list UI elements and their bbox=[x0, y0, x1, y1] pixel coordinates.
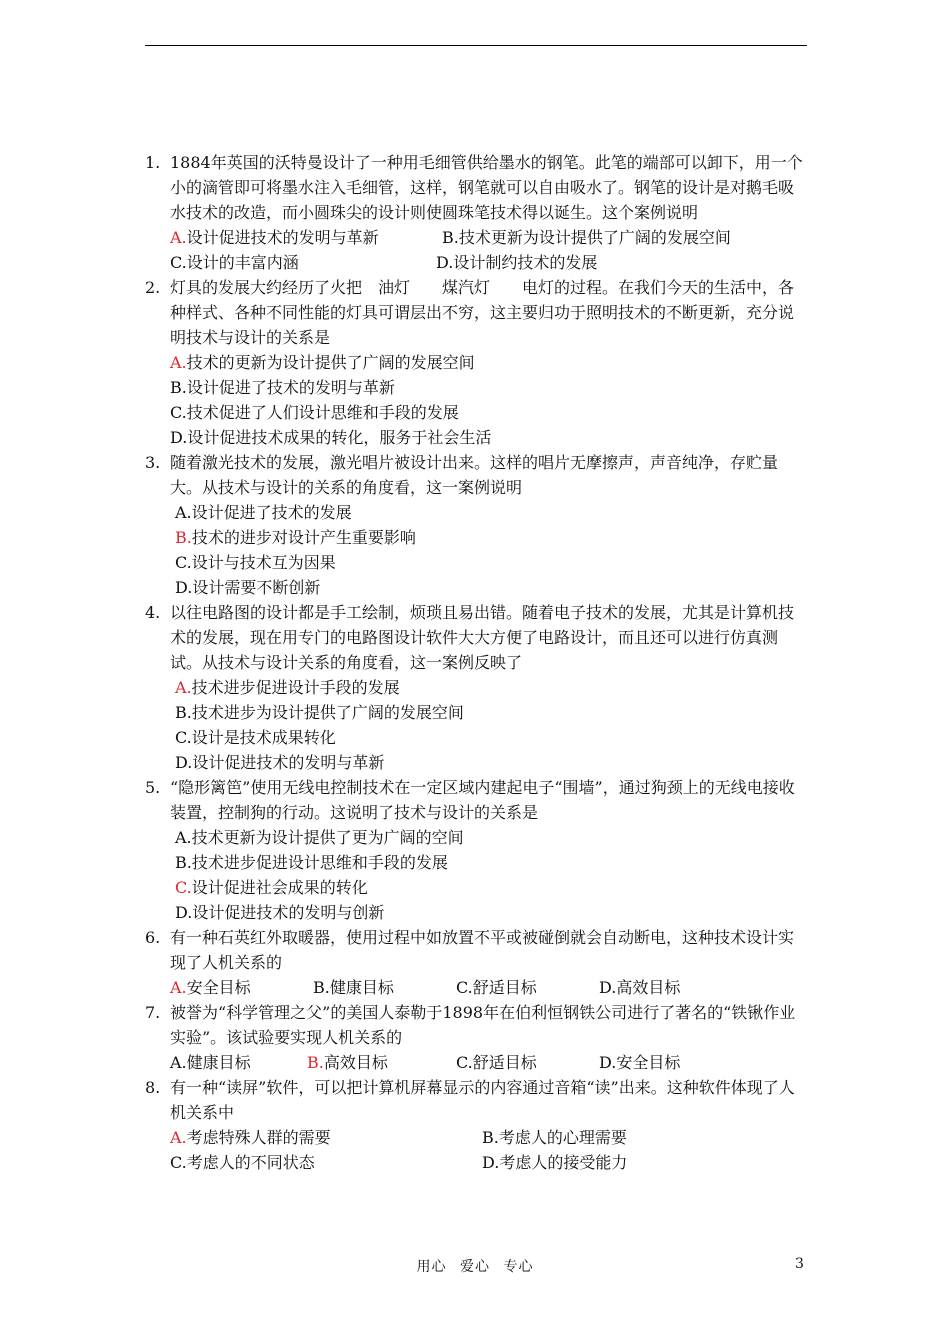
option-letter: D. bbox=[482, 1153, 500, 1172]
question-2 bbox=[145, 275, 807, 450]
option-letter: A. bbox=[170, 1053, 187, 1072]
question-text: 随着激光技术的发展，激光唱片被设计出来。这样的唱片无摩擦声，声音纯净，存贮量大。从技术与设计的关系的角度看，这一案例说明 bbox=[170, 453, 779, 497]
option-letter: C. bbox=[175, 553, 192, 572]
question-4 bbox=[145, 600, 807, 775]
option-group bbox=[145, 675, 807, 775]
option-c[interactable] bbox=[170, 250, 436, 275]
option-d[interactable] bbox=[599, 975, 680, 1000]
option-b[interactable] bbox=[170, 375, 395, 400]
option-group bbox=[145, 350, 807, 450]
option-text: 设计是技术成果转化 bbox=[191, 728, 336, 747]
question-number: 7. bbox=[145, 1003, 161, 1022]
option-letter: A. bbox=[175, 678, 192, 697]
option-a[interactable] bbox=[175, 825, 464, 850]
option-letter: C. bbox=[170, 403, 187, 422]
option-text: 设计促进了技术的发明与革新 bbox=[186, 378, 395, 397]
question-text: 有一种“读屏”软件，可以把计算机屏幕显示的内容通过音箱“读”出来。这种软件体现了人机关系中 bbox=[170, 1078, 795, 1122]
option-letter: D. bbox=[599, 1053, 617, 1072]
option-letter: B. bbox=[175, 853, 192, 872]
option-text: 技术进步促进设计思维和手段的发展 bbox=[191, 853, 448, 872]
option-letter: D. bbox=[175, 903, 193, 922]
option-letter: D. bbox=[175, 753, 193, 772]
question-1 bbox=[145, 150, 807, 275]
option-d[interactable] bbox=[170, 425, 491, 450]
option-letter: A. bbox=[170, 228, 187, 247]
option-group bbox=[145, 825, 807, 925]
option-text: 设计促进技术的发明与革新 bbox=[186, 228, 379, 247]
option-text: 高效目标 bbox=[616, 978, 681, 997]
option-c[interactable] bbox=[456, 1050, 599, 1075]
option-text: 高效目标 bbox=[323, 1053, 388, 1072]
option-letter: B. bbox=[442, 228, 459, 247]
option-text: 设计与技术互为因果 bbox=[191, 553, 336, 572]
option-d[interactable] bbox=[599, 1050, 680, 1075]
option-b[interactable] bbox=[442, 225, 731, 250]
option-text: 舒适目标 bbox=[472, 978, 537, 997]
option-c[interactable] bbox=[175, 875, 368, 900]
option-letter: B. bbox=[313, 978, 330, 997]
question-text: 有一种石英红外取暖器，使用过程中如放置不平或被碰倒就会自动断电，这种技术设计实现了人机关系的 bbox=[170, 928, 795, 972]
option-text: 安全目标 bbox=[616, 1053, 681, 1072]
option-c[interactable] bbox=[175, 550, 336, 575]
option-letter: A. bbox=[170, 1128, 187, 1147]
question-6 bbox=[145, 925, 807, 1000]
question-stem bbox=[145, 600, 807, 675]
option-text: 考虑人的不同状态 bbox=[186, 1153, 315, 1172]
option-letter: A. bbox=[170, 353, 187, 372]
option-group bbox=[145, 225, 807, 275]
header-rule bbox=[145, 45, 807, 46]
question-3 bbox=[145, 450, 807, 600]
question-text: “隐形篱笆”使用无线电控制技术在一定区域内建起电子“围墙”，通过狗颈上的无线电接收装置，控制狗的行动。这说明了技术与设计的关系是 bbox=[170, 778, 795, 822]
option-letter: D. bbox=[170, 428, 188, 447]
question-stem bbox=[145, 1075, 807, 1125]
option-text: 设计促进技术成果的转化，服务于社会生活 bbox=[187, 428, 492, 447]
option-letter: B. bbox=[482, 1128, 499, 1147]
option-text: 技术进步促进设计手段的发展 bbox=[191, 678, 400, 697]
option-letter: C. bbox=[456, 1053, 473, 1072]
question-stem bbox=[145, 150, 807, 225]
option-text: 技术更新为设计提供了更为广阔的空间 bbox=[191, 828, 464, 847]
option-a[interactable] bbox=[170, 1050, 307, 1075]
question-8 bbox=[145, 1075, 807, 1175]
option-text: 设计促进技术的发明与创新 bbox=[192, 903, 385, 922]
option-text: 设计促进技术的发明与革新 bbox=[192, 753, 385, 772]
option-text: 安全目标 bbox=[186, 978, 251, 997]
option-text: 考虑人的心理需要 bbox=[498, 1128, 627, 1147]
question-number: 3. bbox=[145, 453, 161, 472]
option-letter: B. bbox=[170, 378, 187, 397]
option-letter: B. bbox=[307, 1053, 324, 1072]
question-stem bbox=[145, 1000, 807, 1050]
option-letter: C. bbox=[175, 728, 192, 747]
option-text: 考虑人的接受能力 bbox=[499, 1153, 628, 1172]
option-b[interactable] bbox=[482, 1125, 627, 1150]
option-d[interactable] bbox=[482, 1150, 627, 1175]
option-letter: A. bbox=[175, 828, 192, 847]
option-letter: B. bbox=[175, 528, 192, 547]
option-a[interactable] bbox=[175, 500, 352, 525]
option-group bbox=[145, 1050, 807, 1075]
option-c[interactable] bbox=[175, 725, 336, 750]
option-a[interactable] bbox=[170, 225, 442, 250]
question-stem bbox=[145, 275, 807, 350]
option-b[interactable] bbox=[307, 1050, 456, 1075]
question-stem bbox=[145, 925, 807, 975]
question-number: 2. bbox=[145, 278, 161, 297]
option-c[interactable] bbox=[170, 400, 459, 425]
question-stem bbox=[145, 775, 807, 825]
page-number: 3 bbox=[795, 1256, 804, 1272]
option-letter: C. bbox=[456, 978, 473, 997]
option-b[interactable] bbox=[313, 975, 456, 1000]
option-text: 健康目标 bbox=[186, 1053, 251, 1072]
option-letter: A. bbox=[175, 503, 192, 522]
option-text: 技术进步为设计提供了广阔的发展空间 bbox=[191, 703, 464, 722]
option-a[interactable] bbox=[170, 975, 313, 1000]
option-text: 技术的进步对设计产生重要影响 bbox=[191, 528, 416, 547]
question-number: 4. bbox=[145, 603, 161, 622]
option-text: 设计制约技术的发展 bbox=[453, 253, 598, 272]
option-text: 舒适目标 bbox=[472, 1053, 537, 1072]
option-letter: D. bbox=[436, 253, 454, 272]
option-text: 技术的更新为设计提供了广阔的发展空间 bbox=[186, 353, 475, 372]
option-text: 技术更新为设计提供了广阔的发展空间 bbox=[458, 228, 731, 247]
option-c[interactable] bbox=[456, 975, 599, 1000]
option-text: 健康目标 bbox=[329, 978, 394, 997]
option-a[interactable] bbox=[170, 350, 475, 375]
question-text: 1884年英国的沃特曼设计了一种用毛细管供给墨水的钢笔。此笔的端部可以卸下，用一个小的滴管即可将墨水注入毛细管，这样，钢笔就可以自由吸水了。钢笔的设计是对鹅毛吸水技术的改造，而小圆珠尖的设计则使圆珠笔技术得以诞生。这个案例说明 bbox=[170, 153, 803, 222]
question-number: 1. bbox=[145, 153, 161, 172]
question-stem bbox=[145, 450, 807, 500]
option-d[interactable] bbox=[175, 900, 384, 925]
option-text: 考虑特殊人群的需要 bbox=[186, 1128, 331, 1147]
option-letter: C. bbox=[175, 878, 192, 897]
option-text: 设计促进了技术的发展 bbox=[191, 503, 352, 522]
option-text: 设计需要不断创新 bbox=[192, 578, 321, 597]
option-b[interactable] bbox=[175, 700, 464, 725]
footer-motto: 用心 爱心 专心 bbox=[416, 1259, 534, 1275]
option-group bbox=[145, 975, 807, 1000]
option-a[interactable] bbox=[175, 675, 400, 700]
option-text: 设计促进社会成果的转化 bbox=[191, 878, 368, 897]
question-number: 8. bbox=[145, 1078, 161, 1097]
option-letter: C. bbox=[170, 1153, 187, 1172]
question-list bbox=[145, 150, 807, 1175]
question-text: 灯具的发展大约经历了火把 油灯 煤汽灯 电灯的过程。在我们今天的生活中，各种样式、各种不同性能的灯具可谓层出不穷，这主要归功于照明技术的不断更新，充分说明技术与设计的关系是 bbox=[170, 278, 795, 347]
option-letter: C. bbox=[170, 253, 187, 272]
option-d[interactable] bbox=[175, 750, 384, 775]
option-letter: D. bbox=[175, 578, 193, 597]
question-number: 5. bbox=[145, 778, 161, 797]
option-d[interactable] bbox=[436, 250, 597, 275]
option-d[interactable] bbox=[175, 575, 320, 600]
option-letter: B. bbox=[175, 703, 192, 722]
option-group bbox=[145, 1125, 807, 1175]
option-text: 设计的丰富内涵 bbox=[186, 253, 299, 272]
question-number: 6. bbox=[145, 928, 161, 947]
option-a[interactable] bbox=[170, 1125, 482, 1150]
question-text: 被誉为“科学管理之父”的美国人泰勒于1898年在伯利恒钢铁公司进行了著名的“铁锹作业实验”。该试验要实现人机关系的 bbox=[170, 1003, 796, 1047]
question-5 bbox=[145, 775, 807, 925]
option-letter: D. bbox=[599, 978, 617, 997]
option-text: 技术促进了人们设计思维和手段的发展 bbox=[186, 403, 459, 422]
option-group bbox=[145, 500, 807, 600]
option-c[interactable] bbox=[170, 1150, 482, 1175]
question-text: 以往电路图的设计都是手工绘制，烦琐且易出错。随着电子技术的发展，尤其是计算机技术的发展，现在用专门的电路图设计软件大大方便了电路设计，而且还可以进行仿真测试。从技术与设计关系的角度看，这一案例反映了 bbox=[170, 603, 795, 672]
question-7 bbox=[145, 1000, 807, 1075]
option-b[interactable] bbox=[175, 525, 416, 550]
option-letter: A. bbox=[170, 978, 187, 997]
option-b[interactable] bbox=[175, 850, 448, 875]
